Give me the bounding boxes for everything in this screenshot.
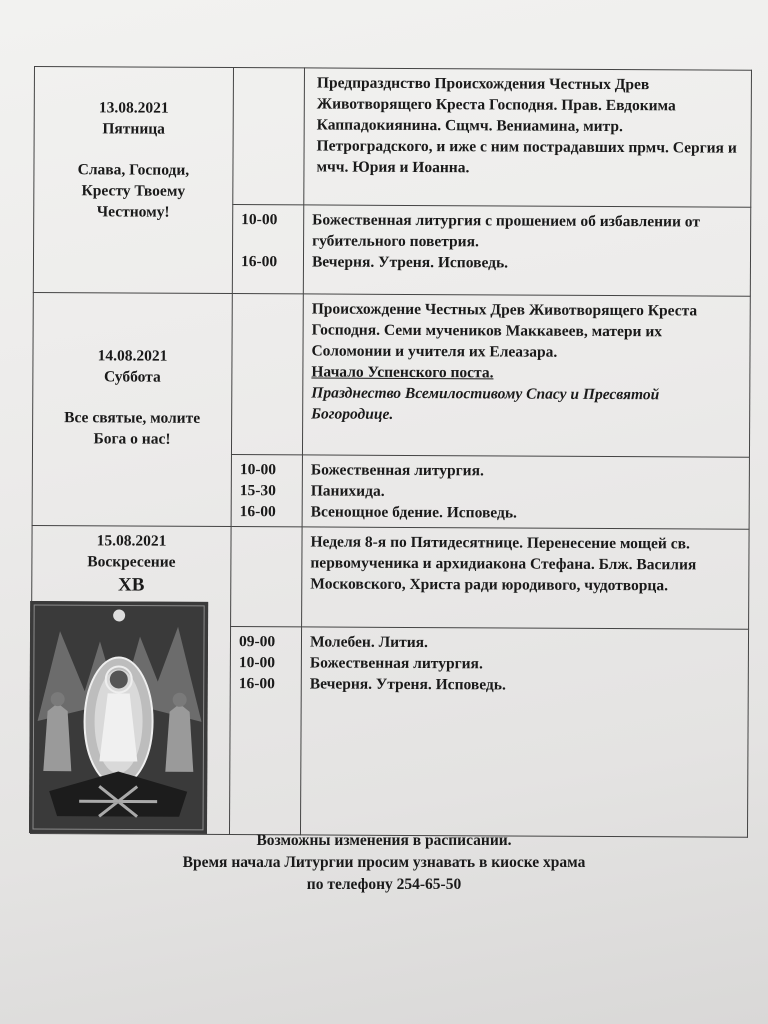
greeting-2: Все святые, молите Бога о нас! bbox=[64, 409, 201, 448]
day-row-3-feast bbox=[32, 525, 750, 629]
footer-line-2: Время начала Литургии просим узнавать в киоске храма bbox=[182, 854, 586, 871]
service-time: 16-00 bbox=[239, 503, 276, 521]
footer-line-3: по телефону 254-65-50 bbox=[306, 876, 462, 893]
time-cell-empty-3 bbox=[231, 527, 303, 628]
date-2: 14.08.2021 bbox=[97, 347, 168, 365]
feast-cell-3 bbox=[302, 527, 750, 630]
service-time: 10-00 bbox=[241, 211, 278, 229]
feast-text-3: Неделя 8-я по Пятидесятнице. Перенесение мощей св. первомученика и архидиакона Стефана. Блж. Василия Московского, Христа ради юродивого, чудотворца. bbox=[310, 533, 697, 595]
feast-text-2: Происхождение Честных Древ Животворящего Креста Господня. Семи мучеников Маккавеев, матери их Соломонии и учителя их Елеазара. bbox=[311, 300, 698, 361]
footer-line-1: Возможны изменения в расписании. bbox=[256, 832, 512, 849]
service-text: Вечерня. Утреня. Исповедь. bbox=[309, 675, 506, 694]
feast-text-1: Предпразднство Происхождения Честных Древ Животворящего Креста Господня. Прав. Евдокима Каппадокиянина. Сщмч. Вениамина, митр. Петроградского, и иже с ним пострадавших прмч. Сергия и мчч. Юрия и Иоанна. bbox=[316, 74, 737, 177]
service-time: 16-00 bbox=[240, 253, 278, 271]
time-cell-empty-2 bbox=[231, 294, 303, 455]
icon-image bbox=[29, 601, 208, 834]
day-row-1-feast bbox=[34, 67, 752, 208]
service-text: Божественная литургия. bbox=[309, 654, 483, 673]
day-row-2-feast bbox=[32, 292, 750, 457]
service-text: Божественная литургия. bbox=[310, 461, 484, 480]
service-text: Вечерня. Утреня. Исповедь. bbox=[311, 253, 509, 272]
services-cell-2 bbox=[302, 455, 749, 529]
services-cell-3 bbox=[300, 627, 748, 837]
service-time: 16-00 bbox=[238, 675, 275, 693]
feast-cell-2 bbox=[302, 294, 750, 457]
footer-note bbox=[0, 830, 768, 896]
date-cell-1 bbox=[33, 67, 233, 294]
weekday-2: Суббота bbox=[103, 368, 161, 386]
date-1: 13.08.2021 bbox=[98, 99, 169, 117]
time-cell-empty-1 bbox=[233, 68, 305, 205]
service-time: 10-00 bbox=[239, 461, 277, 479]
date-cell-2 bbox=[32, 292, 232, 526]
time-cell-3 bbox=[229, 627, 301, 835]
service-text: Панихида. bbox=[310, 482, 385, 500]
service-text: Всенощное бдение. Исповедь. bbox=[310, 503, 517, 522]
service-time: 15-30 bbox=[239, 482, 276, 500]
date-cell-3 bbox=[30, 525, 231, 834]
service-text: Божественная литургия с прошением об избавлении от губительного поветрия. bbox=[312, 211, 701, 251]
schedule-table bbox=[30, 66, 752, 838]
fast-start-note: Начало Успенского поста. bbox=[311, 363, 494, 382]
date-3: 15.08.2021 bbox=[96, 532, 167, 550]
service-time: 09-00 bbox=[238, 633, 276, 651]
feast-italic-note: Празднество Всемилостивому Спасу и Пресвятой Богородице. bbox=[311, 384, 660, 423]
feast-cell-1 bbox=[304, 68, 752, 207]
weekday-3: Воскресение bbox=[87, 553, 176, 571]
service-text: Молебен. Лития. bbox=[309, 633, 428, 652]
time-cell-2 bbox=[231, 455, 302, 527]
resurrection-icon bbox=[29, 601, 208, 834]
greeting-1: Слава, Господи, Кресту Твоему Честному! bbox=[77, 161, 190, 221]
services-cell-1 bbox=[303, 205, 750, 296]
service-time: 10-00 bbox=[238, 654, 276, 672]
weekday-1: Пятница bbox=[102, 120, 166, 138]
tone-label: ХВ bbox=[118, 574, 145, 596]
time-cell-1 bbox=[232, 205, 303, 294]
